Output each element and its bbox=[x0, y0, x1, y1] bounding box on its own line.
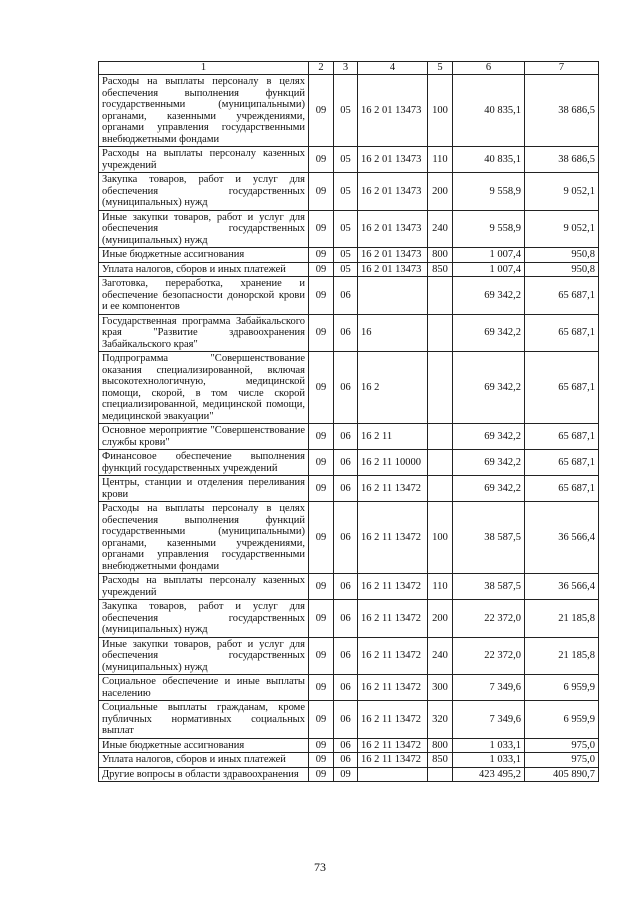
expense-type-cell: 200 bbox=[428, 600, 453, 638]
amount-year1-cell: 1 033,1 bbox=[453, 738, 525, 753]
target-article-cell: 16 2 11 10000 bbox=[358, 450, 428, 476]
target-article-cell: 16 2 11 13472 bbox=[358, 574, 428, 600]
amount-year2-cell: 38 686,5 bbox=[525, 147, 599, 173]
target-article-cell bbox=[358, 277, 428, 315]
amount-year2-cell: 9 052,1 bbox=[525, 173, 599, 211]
table-row bbox=[99, 767, 599, 782]
expense-name-cell: Расходы на выплаты персоналу казенных учреждений bbox=[99, 574, 309, 600]
expense-name-cell: Расходы на выплаты персоналу казенных учреждений bbox=[99, 147, 309, 173]
expense-name-cell: Государственная программа Забайкальского края "Развитие здравоохранения Забайкальского края" bbox=[99, 314, 309, 352]
expense-name-cell: Социальное обеспечение и иные выплаты населению bbox=[99, 675, 309, 701]
section-code-cell: 09 bbox=[309, 574, 334, 600]
amount-year2-cell: 21 185,8 bbox=[525, 600, 599, 638]
table-body bbox=[99, 75, 599, 782]
amount-year1-cell: 1 007,4 bbox=[453, 248, 525, 263]
subsection-code-cell: 05 bbox=[334, 173, 358, 211]
table-row bbox=[99, 248, 599, 263]
section-code-cell: 09 bbox=[309, 262, 334, 277]
subsection-code-cell: 06 bbox=[334, 277, 358, 315]
subsection-code-cell: 06 bbox=[334, 637, 358, 675]
target-article-cell: 16 2 01 13473 bbox=[358, 147, 428, 173]
expense-type-cell: 800 bbox=[428, 248, 453, 263]
target-article-cell: 16 2 11 13472 bbox=[358, 476, 428, 502]
expense-name-cell: Другие вопросы в области здравоохранения bbox=[99, 767, 309, 782]
column-header: 2 bbox=[309, 62, 334, 75]
amount-year1-cell: 38 587,5 bbox=[453, 574, 525, 600]
amount-year1-cell: 69 342,2 bbox=[453, 352, 525, 424]
section-code-cell: 09 bbox=[309, 277, 334, 315]
target-article-cell: 16 2 11 13472 bbox=[358, 701, 428, 739]
expense-name-cell: Закупка товаров, работ и услуг для обеспечения государственных (муниципальных) нужд bbox=[99, 600, 309, 638]
target-article-cell: 16 2 11 13472 bbox=[358, 600, 428, 638]
target-article-cell: 16 2 01 13473 bbox=[358, 248, 428, 263]
section-code-cell: 09 bbox=[309, 352, 334, 424]
section-code-cell: 09 bbox=[309, 314, 334, 352]
table-row bbox=[99, 637, 599, 675]
target-article-cell: 16 2 01 13473 bbox=[358, 173, 428, 211]
table-row bbox=[99, 600, 599, 638]
section-code-cell: 09 bbox=[309, 502, 334, 574]
section-code-cell: 09 bbox=[309, 753, 334, 768]
amount-year2-cell: 36 566,4 bbox=[525, 574, 599, 600]
subsection-code-cell: 09 bbox=[334, 767, 358, 782]
amount-year2-cell: 9 052,1 bbox=[525, 210, 599, 248]
expense-type-cell bbox=[428, 277, 453, 315]
section-code-cell: 09 bbox=[309, 738, 334, 753]
amount-year1-cell: 1 007,4 bbox=[453, 262, 525, 277]
subsection-code-cell: 05 bbox=[334, 248, 358, 263]
amount-year1-cell: 69 342,2 bbox=[453, 476, 525, 502]
section-code-cell: 09 bbox=[309, 248, 334, 263]
amount-year1-cell: 69 342,2 bbox=[453, 277, 525, 315]
amount-year1-cell: 22 372,0 bbox=[453, 637, 525, 675]
target-article-cell bbox=[358, 767, 428, 782]
expense-name-cell: Основное мероприятие "Совершенствование службы крови" bbox=[99, 424, 309, 450]
expense-type-cell bbox=[428, 352, 453, 424]
amount-year2-cell: 21 185,8 bbox=[525, 637, 599, 675]
target-article-cell: 16 2 11 13472 bbox=[358, 675, 428, 701]
target-article-cell: 16 2 11 13472 bbox=[358, 753, 428, 768]
expense-type-cell: 850 bbox=[428, 262, 453, 277]
section-code-cell: 09 bbox=[309, 600, 334, 638]
target-article-cell: 16 2 11 13472 bbox=[358, 502, 428, 574]
subsection-code-cell: 05 bbox=[334, 147, 358, 173]
subsection-code-cell: 06 bbox=[334, 424, 358, 450]
amount-year1-cell: 9 558,9 bbox=[453, 210, 525, 248]
amount-year2-cell: 65 687,1 bbox=[525, 450, 599, 476]
amount-year1-cell: 69 342,2 bbox=[453, 450, 525, 476]
table-row bbox=[99, 147, 599, 173]
expense-name-cell: Уплата налогов, сборов и иных платежей bbox=[99, 753, 309, 768]
amount-year1-cell: 423 495,2 bbox=[453, 767, 525, 782]
table-row bbox=[99, 476, 599, 502]
amount-year1-cell: 1 033,1 bbox=[453, 753, 525, 768]
amount-year2-cell: 36 566,4 bbox=[525, 502, 599, 574]
table-header-row bbox=[99, 62, 599, 75]
expense-type-cell bbox=[428, 424, 453, 450]
section-code-cell: 09 bbox=[309, 173, 334, 211]
amount-year2-cell: 6 959,9 bbox=[525, 701, 599, 739]
subsection-code-cell: 06 bbox=[334, 314, 358, 352]
section-code-cell: 09 bbox=[309, 767, 334, 782]
amount-year1-cell: 22 372,0 bbox=[453, 600, 525, 638]
expense-name-cell: Иные закупки товаров, работ и услуг для обеспечения государственных (муниципальных) нужд bbox=[99, 637, 309, 675]
table-row bbox=[99, 753, 599, 768]
amount-year1-cell: 9 558,9 bbox=[453, 173, 525, 211]
column-header: 6 bbox=[453, 62, 525, 75]
target-article-cell: 16 2 01 13473 bbox=[358, 210, 428, 248]
section-code-cell: 09 bbox=[309, 75, 334, 147]
amount-year2-cell: 38 686,5 bbox=[525, 75, 599, 147]
table-row bbox=[99, 277, 599, 315]
table-row bbox=[99, 738, 599, 753]
expense-type-cell: 110 bbox=[428, 147, 453, 173]
amount-year2-cell: 65 687,1 bbox=[525, 476, 599, 502]
amount-year1-cell: 40 835,1 bbox=[453, 147, 525, 173]
table-row bbox=[99, 173, 599, 211]
subsection-code-cell: 06 bbox=[334, 476, 358, 502]
section-code-cell: 09 bbox=[309, 701, 334, 739]
amount-year2-cell: 975,0 bbox=[525, 753, 599, 768]
amount-year2-cell: 65 687,1 bbox=[525, 424, 599, 450]
expense-type-cell: 100 bbox=[428, 502, 453, 574]
expense-type-cell bbox=[428, 450, 453, 476]
amount-year1-cell: 38 587,5 bbox=[453, 502, 525, 574]
section-code-cell: 09 bbox=[309, 637, 334, 675]
target-article-cell: 16 2 01 13473 bbox=[358, 75, 428, 147]
target-article-cell: 16 2 01 13473 bbox=[358, 262, 428, 277]
table-row bbox=[99, 424, 599, 450]
table-row bbox=[99, 574, 599, 600]
budget-table bbox=[98, 61, 599, 782]
subsection-code-cell: 05 bbox=[334, 210, 358, 248]
target-article-cell: 16 bbox=[358, 314, 428, 352]
expense-type-cell: 850 bbox=[428, 753, 453, 768]
section-code-cell: 09 bbox=[309, 476, 334, 502]
page-number: 73 bbox=[314, 860, 326, 874]
section-code-cell: 09 bbox=[309, 147, 334, 173]
column-header: 3 bbox=[334, 62, 358, 75]
section-code-cell: 09 bbox=[309, 210, 334, 248]
expense-name-cell: Финансовое обеспечение выполнения функций государственных учреждений bbox=[99, 450, 309, 476]
amount-year2-cell: 65 687,1 bbox=[525, 277, 599, 315]
expense-name-cell: Иные закупки товаров, работ и услуг для обеспечения государственных (муниципальных) нужд bbox=[99, 210, 309, 248]
expense-name-cell: Расходы на выплаты персоналу в целях обеспечения выполнения функций государственными (муниципальными) органами, казенными учреждениями, органами управления государственными внебюджетными фондами bbox=[99, 502, 309, 574]
expense-type-cell: 300 bbox=[428, 675, 453, 701]
subsection-code-cell: 06 bbox=[334, 502, 358, 574]
table-row bbox=[99, 701, 599, 739]
expense-type-cell: 240 bbox=[428, 210, 453, 248]
subsection-code-cell: 06 bbox=[334, 352, 358, 424]
section-code-cell: 09 bbox=[309, 424, 334, 450]
expense-type-cell: 100 bbox=[428, 75, 453, 147]
expense-name-cell: Иные бюджетные ассигнования bbox=[99, 248, 309, 263]
amount-year1-cell: 69 342,2 bbox=[453, 314, 525, 352]
table-row bbox=[99, 262, 599, 277]
target-article-cell: 16 2 11 bbox=[358, 424, 428, 450]
expense-type-cell: 320 bbox=[428, 701, 453, 739]
subsection-code-cell: 06 bbox=[334, 600, 358, 638]
table-row bbox=[99, 314, 599, 352]
column-header: 4 bbox=[358, 62, 428, 75]
table-row bbox=[99, 450, 599, 476]
expense-type-cell: 240 bbox=[428, 637, 453, 675]
expense-type-cell bbox=[428, 767, 453, 782]
table-row bbox=[99, 210, 599, 248]
expense-name-cell: Расходы на выплаты персоналу в целях обеспечения выполнения функций государственными (муниципальными) органами, казенными учреждениями, органами управления государственными внебюджетными фондами bbox=[99, 75, 309, 147]
expense-type-cell bbox=[428, 314, 453, 352]
target-article-cell: 16 2 11 13472 bbox=[358, 637, 428, 675]
subsection-code-cell: 06 bbox=[334, 675, 358, 701]
expense-name-cell: Закупка товаров, работ и услуг для обеспечения государственных (муниципальных) нужд bbox=[99, 173, 309, 211]
column-header: 1 bbox=[99, 62, 309, 75]
subsection-code-cell: 06 bbox=[334, 450, 358, 476]
expense-type-cell bbox=[428, 476, 453, 502]
section-code-cell: 09 bbox=[309, 675, 334, 701]
amount-year1-cell: 7 349,6 bbox=[453, 675, 525, 701]
expense-name-cell: Социальные выплаты гражданам, кроме публичных нормативных социальных выплат bbox=[99, 701, 309, 739]
amount-year2-cell: 950,8 bbox=[525, 262, 599, 277]
expense-name-cell: Подпрограмма "Совершенствование оказания специализированной, включая высокотехнологичную, медицинской помощи, скорой, в том числе скорой специализированной, медицинской помощи, медицинской эвакуации" bbox=[99, 352, 309, 424]
amount-year2-cell: 65 687,1 bbox=[525, 314, 599, 352]
expense-type-cell: 110 bbox=[428, 574, 453, 600]
column-header: 7 bbox=[525, 62, 599, 75]
table-row bbox=[99, 675, 599, 701]
amount-year2-cell: 950,8 bbox=[525, 248, 599, 263]
expense-type-cell: 800 bbox=[428, 738, 453, 753]
target-article-cell: 16 2 11 13472 bbox=[358, 738, 428, 753]
subsection-code-cell: 06 bbox=[334, 574, 358, 600]
amount-year2-cell: 65 687,1 bbox=[525, 352, 599, 424]
expense-type-cell: 200 bbox=[428, 173, 453, 211]
table-row bbox=[99, 75, 599, 147]
column-header: 5 bbox=[428, 62, 453, 75]
subsection-code-cell: 06 bbox=[334, 753, 358, 768]
table-row bbox=[99, 502, 599, 574]
subsection-code-cell: 06 bbox=[334, 701, 358, 739]
expense-name-cell: Заготовка, переработка, хранение и обеспечение безопасности донорской крови и ее компонентов bbox=[99, 277, 309, 315]
amount-year1-cell: 40 835,1 bbox=[453, 75, 525, 147]
table-row bbox=[99, 352, 599, 424]
subsection-code-cell: 05 bbox=[334, 75, 358, 147]
amount-year1-cell: 7 349,6 bbox=[453, 701, 525, 739]
expense-name-cell: Уплата налогов, сборов и иных платежей bbox=[99, 262, 309, 277]
amount-year2-cell: 6 959,9 bbox=[525, 675, 599, 701]
amount-year2-cell: 975,0 bbox=[525, 738, 599, 753]
expense-name-cell: Иные бюджетные ассигнования bbox=[99, 738, 309, 753]
subsection-code-cell: 05 bbox=[334, 262, 358, 277]
subsection-code-cell: 06 bbox=[334, 738, 358, 753]
amount-year1-cell: 69 342,2 bbox=[453, 424, 525, 450]
target-article-cell: 16 2 bbox=[358, 352, 428, 424]
amount-year2-cell: 405 890,7 bbox=[525, 767, 599, 782]
section-code-cell: 09 bbox=[309, 450, 334, 476]
expense-name-cell: Центры, станции и отделения переливания крови bbox=[99, 476, 309, 502]
